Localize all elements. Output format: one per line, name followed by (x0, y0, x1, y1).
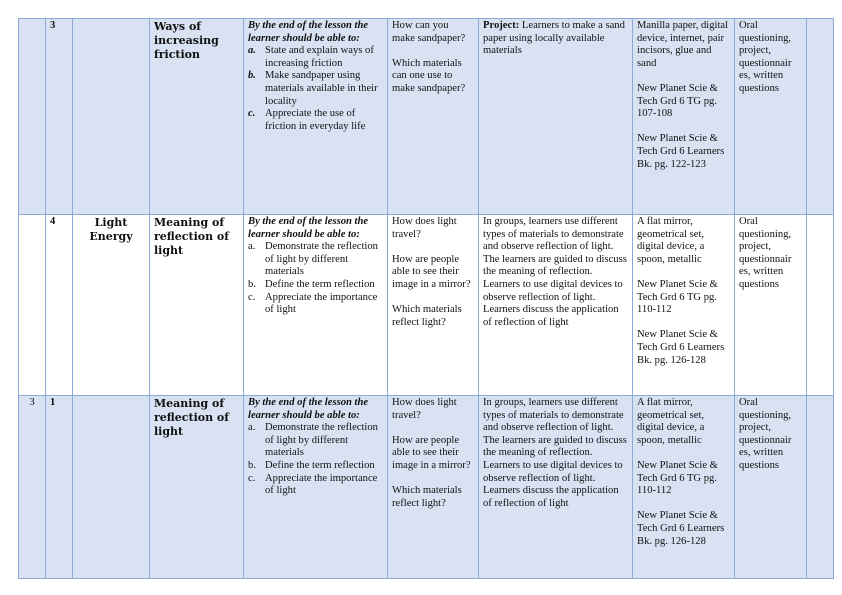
table-row (19, 19, 834, 215)
activity-text: Learners to use digital devices to observe reflection of light. (483, 278, 623, 303)
lesson-cell: 1 (46, 396, 73, 579)
outcome-marker: a. (248, 422, 256, 434)
outcome-text: Define the term reflection (265, 278, 375, 290)
activity-text: In groups, learners use different types of materials to demonstrate and observe reflection of light. (483, 216, 624, 253)
assessment-cell: Oral questioning, project, questionnair es, written questions (735, 19, 807, 215)
strand-cell (73, 19, 150, 215)
inquiry-question: How does light travel? (392, 216, 457, 240)
outcomes-intro: By the end of the lesson the learner should be able to: (248, 397, 369, 421)
inquiry-questions-cell (388, 19, 479, 215)
outcome-item (248, 279, 383, 292)
activity-text: The learners are guided to discuss the meaning of reflection. (483, 434, 627, 459)
outcome-marker: c. (248, 108, 256, 120)
outcome-item (248, 292, 383, 317)
inquiry-question: How does light travel? (392, 397, 457, 421)
week-cell (19, 19, 46, 215)
learning-activities-cell (479, 396, 633, 579)
outcome-text: Appreciate the importance of light (265, 472, 378, 497)
outcome-marker: a. (248, 241, 256, 253)
outcome-item (248, 422, 383, 460)
remarks-cell (807, 396, 834, 579)
inquiry-question: How can you make sandpaper? (392, 20, 466, 44)
resource-item: New Planet Scie & Tech Grd 6 Learners Bk. pg. 126-128 (637, 510, 725, 547)
sub-strand-cell: Ways of increasing friction (150, 19, 244, 215)
sub-strand-cell: Meaning of reflection of light (150, 396, 244, 579)
scheme-of-work-table (18, 18, 834, 579)
outcome-text: Make sandpaper using materials available in their locality (265, 70, 378, 107)
lesson-cell: 3 (46, 19, 73, 215)
inquiry-question: Which materials reflect light? (392, 485, 462, 509)
resources-cell (633, 215, 735, 396)
outcome-text: Define the term reflection (265, 459, 375, 471)
outcome-item (248, 473, 383, 498)
outcome-item (248, 241, 383, 279)
activity-text: Learners discuss the application of reflection of light (483, 304, 619, 328)
resources-cell (633, 19, 735, 215)
resource-item: A flat mirror, geometrical set, digital device, a spoon, metallic (637, 397, 705, 446)
learning-outcomes-cell (244, 396, 388, 579)
outcome-marker: b. (248, 278, 256, 290)
outcome-text: Demonstrate the reflection of light by different materials (265, 241, 378, 278)
inquiry-question: Which materials can one use to make sandpaper? (392, 57, 466, 94)
outcome-item (248, 70, 383, 108)
activity-label: Project: (483, 20, 520, 31)
outcomes-intro: By the end of the lesson the learner should be able to: (248, 216, 369, 240)
remarks-cell (807, 19, 834, 215)
learning-outcomes-cell (244, 19, 388, 215)
outcome-text: State and explain ways of increasing friction (265, 45, 374, 69)
activity-text: In groups, learners use different types of materials to demonstrate and observe reflection of light. (483, 397, 624, 434)
lesson-cell: 4 (46, 215, 73, 396)
resource-item: New Planet Scie & Tech Grd 6 TG pg. 110-112 (637, 459, 718, 497)
outcome-marker: c. (248, 291, 256, 303)
table-row (19, 215, 834, 396)
strand-cell (73, 396, 150, 579)
inquiry-questions-cell (388, 396, 479, 579)
strand-cell: Light Energy (73, 215, 150, 396)
activity-text: Learners discuss the application of reflection of light (483, 485, 619, 509)
learning-outcomes-cell (244, 215, 388, 396)
outcome-marker: b. (248, 70, 256, 82)
resource-item: New Planet Scie & Tech Grd 6 TG pg. 110-112 (637, 278, 718, 316)
activity-text: The learners are guided to discuss the meaning of reflection. (483, 253, 627, 278)
learning-activities-cell (479, 215, 633, 396)
inquiry-question: How are people able to see their image in a mirror? (392, 253, 471, 290)
learning-activities-cell (479, 19, 633, 215)
outcome-marker: b. (248, 459, 256, 471)
activity-text: Learners to make a sand paper using locally available materials (483, 20, 625, 57)
resource-item: New Planet Scie & Tech Grd 6 Learners Bk. pg. 122-123 (637, 133, 725, 170)
outcome-item (248, 45, 383, 70)
assessment-cell: Oral questioning, project, questionnair es, written questions (735, 215, 807, 396)
resource-item: A flat mirror, geometrical set, digital device, a spoon, metallic (637, 216, 705, 265)
resource-item: Manilla paper, digital device, internet, pair incisors, glue and sand (637, 20, 729, 69)
outcome-text: Appreciate the use of friction in everyday life (265, 108, 366, 132)
outcome-text: Demonstrate the reflection of light by different materials (265, 422, 378, 459)
outcome-marker: a. (248, 45, 256, 57)
outcome-item (248, 108, 383, 133)
week-cell (19, 215, 46, 396)
resources-cell (633, 396, 735, 579)
resource-item: New Planet Scie & Tech Grd 6 Learners Bk. pg. 126-128 (637, 329, 725, 366)
inquiry-question: Which materials reflect light? (392, 304, 462, 328)
table-row (19, 396, 834, 579)
outcome-text: Appreciate the importance of light (265, 291, 378, 316)
outcome-marker: c. (248, 472, 256, 484)
inquiry-question: How are people able to see their image in a mirror? (392, 434, 471, 471)
resource-item: New Planet Scie & Tech Grd 6 TG pg. 107-108 (637, 82, 718, 120)
outcomes-intro: By the end of the lesson the learner should be able to: (248, 20, 369, 44)
sub-strand-cell: Meaning of reflection of light (150, 215, 244, 396)
activity-text: Learners to use digital devices to observe reflection of light. (483, 459, 623, 484)
outcome-item (248, 460, 383, 473)
remarks-cell (807, 215, 834, 396)
assessment-cell: Oral questioning, project, questionnair es, written questions (735, 396, 807, 579)
week-cell: 3 (19, 396, 46, 579)
inquiry-questions-cell (388, 215, 479, 396)
